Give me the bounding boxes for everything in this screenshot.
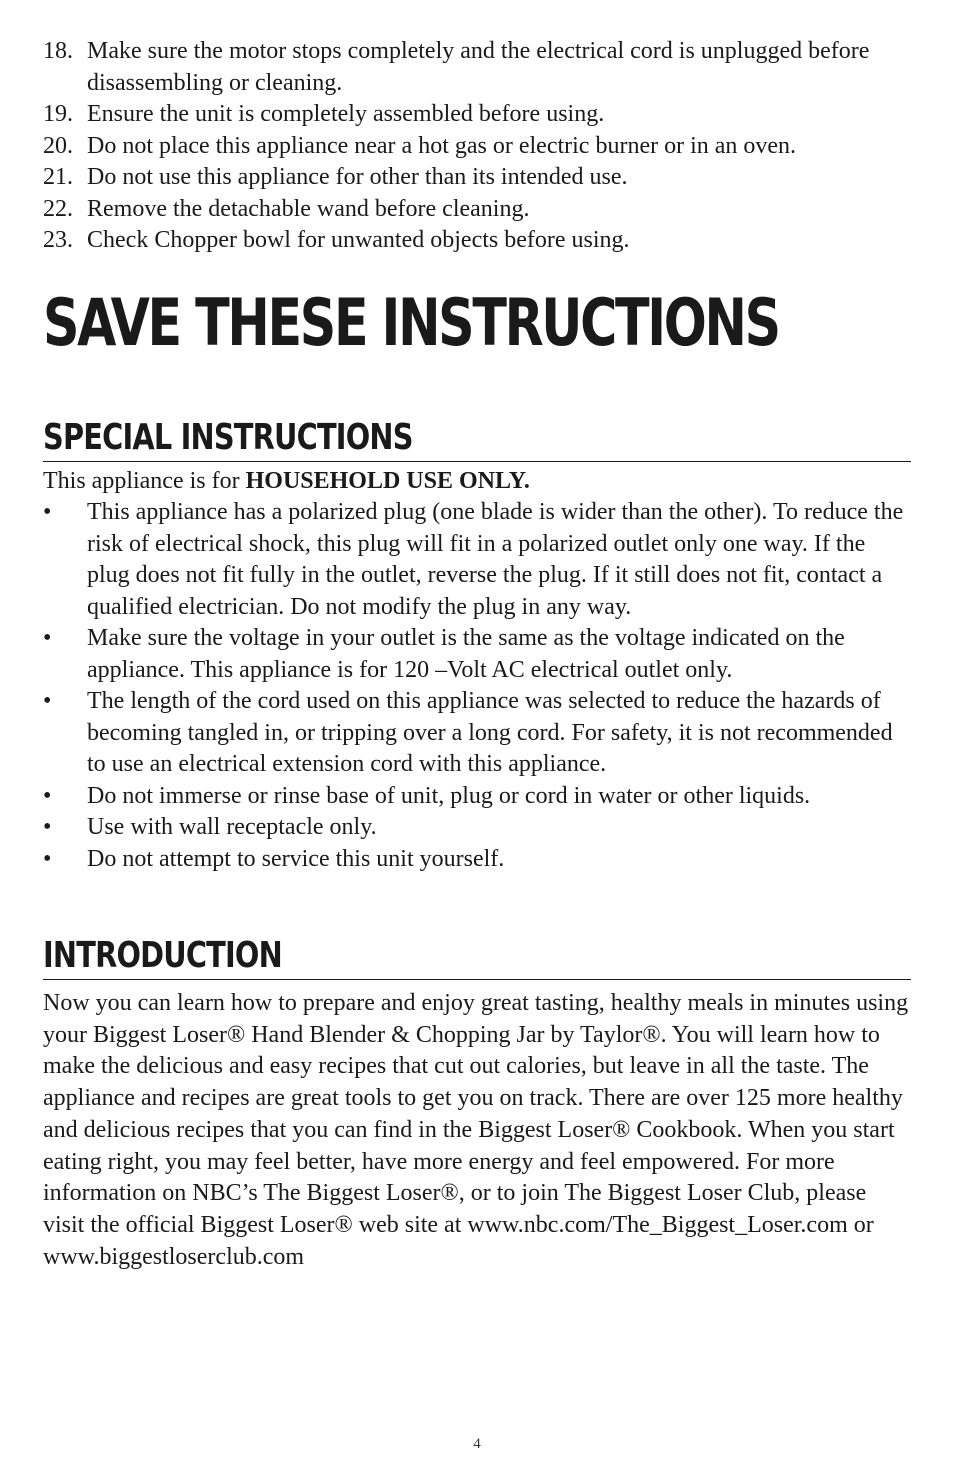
safety-numbered-list bbox=[43, 36, 911, 257]
bullet-item bbox=[43, 686, 911, 781]
list-item bbox=[43, 99, 911, 131]
item-text: Ensure the unit is completely assembled before using. bbox=[87, 101, 605, 127]
list-item bbox=[43, 225, 911, 257]
bullet-text: Use with wall receptacle only. bbox=[87, 814, 377, 840]
bullet-item bbox=[43, 497, 911, 623]
list-item bbox=[43, 131, 911, 163]
heading-text: SPECIAL INSTRUCTIONS bbox=[43, 416, 413, 458]
bullet-item bbox=[43, 781, 911, 813]
bullet-item bbox=[43, 623, 911, 686]
bullet-item bbox=[43, 812, 911, 844]
bullet-symbol: • bbox=[43, 782, 52, 809]
item-number: 18. bbox=[43, 38, 73, 64]
document-page bbox=[43, 36, 911, 1273]
page-number: 4 bbox=[473, 1436, 481, 1452]
household-use-note bbox=[43, 466, 911, 498]
item-number: 21. bbox=[43, 164, 73, 190]
special-instructions-heading bbox=[43, 417, 911, 462]
bullet-symbol: • bbox=[43, 625, 52, 651]
item-text: Check Chopper bowl for unwanted objects before using. bbox=[87, 227, 630, 253]
bullet-item bbox=[43, 844, 911, 876]
bullet-text: Do not immerse or rinse base of unit, plug or cord in water or other liquids. bbox=[87, 782, 811, 809]
item-number: 23. bbox=[43, 227, 73, 253]
item-text: Remove the detachable wand before cleaning. bbox=[87, 195, 530, 222]
bullet-text: This appliance has a polarized plug (one blade is wider than the other). To reduce the risk of electrical shock, this plug will fit in a polarized outlet only one way. If the plug does not fit fully in the outlet, reverse the plug. If it still does not fit, contact a qualified electrician. Do not modify the plug in any way. bbox=[87, 499, 904, 620]
note-prefix: This appliance is for bbox=[43, 467, 246, 494]
bullet-text: Make sure the voltage in your outlet is the same as the voltage indicated on the appliance. This appliance is for 120 –Volt AC electrical outlet only. bbox=[87, 625, 845, 683]
introduction-heading bbox=[43, 935, 911, 980]
bullet-symbol: • bbox=[43, 845, 52, 872]
bullet-symbol: • bbox=[43, 688, 52, 714]
list-item bbox=[43, 36, 911, 99]
bullet-symbol: • bbox=[43, 499, 52, 525]
item-number: 20. bbox=[43, 132, 73, 159]
heading-text: INTRODUCTION bbox=[43, 935, 282, 976]
note-bold: HOUSEHOLD USE ONLY. bbox=[245, 467, 530, 494]
list-item bbox=[43, 162, 911, 194]
special-instructions-list bbox=[43, 497, 911, 875]
item-text: Make sure the motor stops completely and the electrical cord is unplugged before disassembling or cleaning. bbox=[87, 38, 870, 96]
bullet-symbol: • bbox=[43, 814, 52, 840]
item-number: 22. bbox=[43, 195, 73, 222]
item-number: 19. bbox=[43, 101, 73, 127]
bullet-text: Do not attempt to service this unit yourself. bbox=[87, 845, 505, 872]
introduction-body: Now you can learn how to prepare and enjoy great tasting, healthy meals in minutes using your Biggest Loser® Hand Blender & Chopping Jar by Taylor®. You will learn how to make the delicious and easy recipes that cut out calories, but leave in all the taste. The appliance and recipes are great tools to get you on track. There are over 125 more healthy and delicious recipes that you can find in the Biggest Loser® Cookbook. When you start eating right, you may feel better, have more energy and feel empowered. For more information on NBC’s The Biggest Loser®, or to join The Biggest Loser Club, please visit the official Biggest Loser® web site at www.nbc.com/The_Biggest_Loser.com or www.biggestloserclub.com bbox=[43, 990, 909, 1270]
bullet-text: The length of the cord used on this appliance was selected to reduce the hazards of becoming tangled in, or tripping over a long cord. For safety, it is not recommended to use an electrical extension cord with this appliance. bbox=[87, 688, 893, 777]
save-instructions-title: SAVE THESE INSTRUCTIONS bbox=[43, 285, 779, 361]
list-item bbox=[43, 194, 911, 226]
item-text: Do not use this appliance for other than its intended use. bbox=[87, 164, 628, 190]
item-text: Do not place this appliance near a hot gas or electric burner or in an oven. bbox=[87, 132, 797, 159]
